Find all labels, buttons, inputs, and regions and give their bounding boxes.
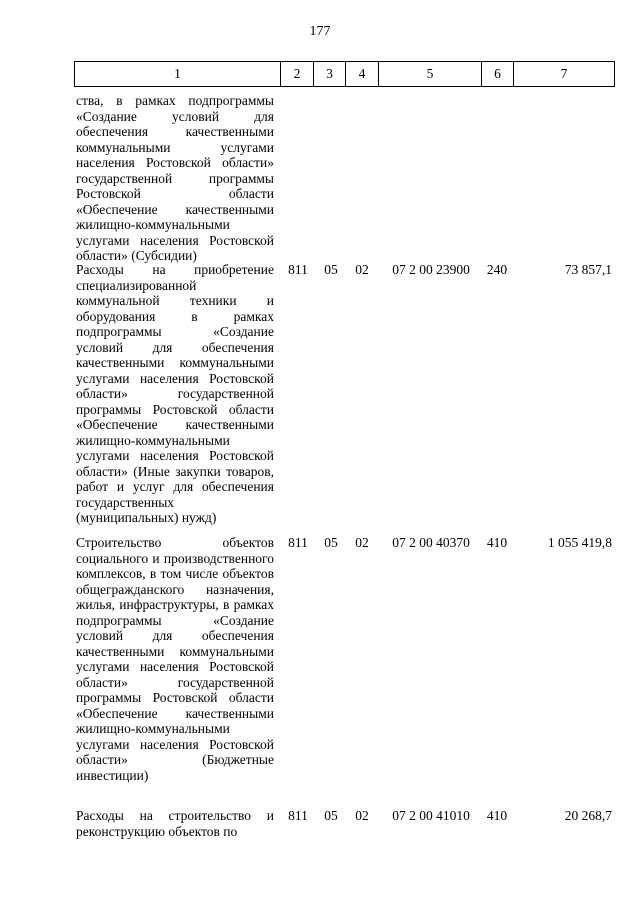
row-amount: 73 857,1 [564, 262, 612, 277]
row-description: Строительство объектов социального и производственного комплексов, в том числе объектов общегражданского назначения, жилья, инфраструктуры, в рамках подпрограммы «Создание условий для обеспечения качественными коммунальными услугами населения Ростовской области» государственной программы Ростовской области «Обеспечение качественными жилищно-коммунальными услугами населения Ростовской области» (Бюджетные инвестиции) [76, 535, 274, 783]
header-cell-3: 3 [313, 62, 345, 86]
row-subsection-code: 02 [355, 535, 369, 550]
header-cell-1: 1 [174, 66, 181, 81]
row-target-article: 07 2 00 23900 [392, 262, 470, 277]
row-ministry-code: 811 [288, 262, 308, 277]
row-target-article: 07 2 00 41010 [392, 808, 470, 823]
row-section-code: 05 [324, 535, 338, 550]
row-expense-type: 240 [486, 262, 508, 277]
row-description: Расходы на приобретение специализированной коммунальной техники и оборудования в рамках подпрограммы «Создание условий для обеспечения качественными коммунальными услугами населения Ростовской области» государственной программы Ростовской области «Обеспечение качественными жилищно-коммунальными услугами населения Ростовской области» (Иные закупки товаров, работ и услуг для обеспечения государственных (муниципальных) нужд) [76, 262, 274, 525]
row-subsection-code: 02 [355, 808, 369, 823]
row-description: Расходы на строительство и реконструкцию объектов по [76, 808, 274, 839]
row-description: ства, в рамках подпрограммы «Создание условий для обеспечения качественными коммунальными услугами населения Ростовской области» государственной программы Ростовской области «Обеспечение качественными жилищно-коммунальными услугами населения Ростовской области» (Субсидии) [76, 93, 274, 263]
row-section-code: 05 [324, 808, 338, 823]
row-expense-type: 410 [486, 808, 508, 823]
row-expense-type: 410 [486, 535, 508, 550]
header-cell-7: 7 [513, 62, 614, 86]
header-cell-4: 4 [345, 62, 378, 86]
header-cell-5: 5 [378, 62, 481, 86]
row-amount: 20 268,7 [564, 808, 612, 823]
header-cell-6: 6 [481, 62, 513, 86]
row-section-code: 05 [324, 262, 338, 277]
header-cell-2: 2 [280, 62, 313, 86]
row-subsection-code: 02 [355, 262, 369, 277]
row-ministry-code: 811 [288, 535, 308, 550]
page-number: 177 [309, 24, 331, 39]
row-amount: 1 055 419,8 [547, 535, 612, 550]
row-target-article: 07 2 00 40370 [392, 535, 470, 550]
table-header-row [74, 61, 615, 87]
row-ministry-code: 811 [288, 808, 308, 823]
